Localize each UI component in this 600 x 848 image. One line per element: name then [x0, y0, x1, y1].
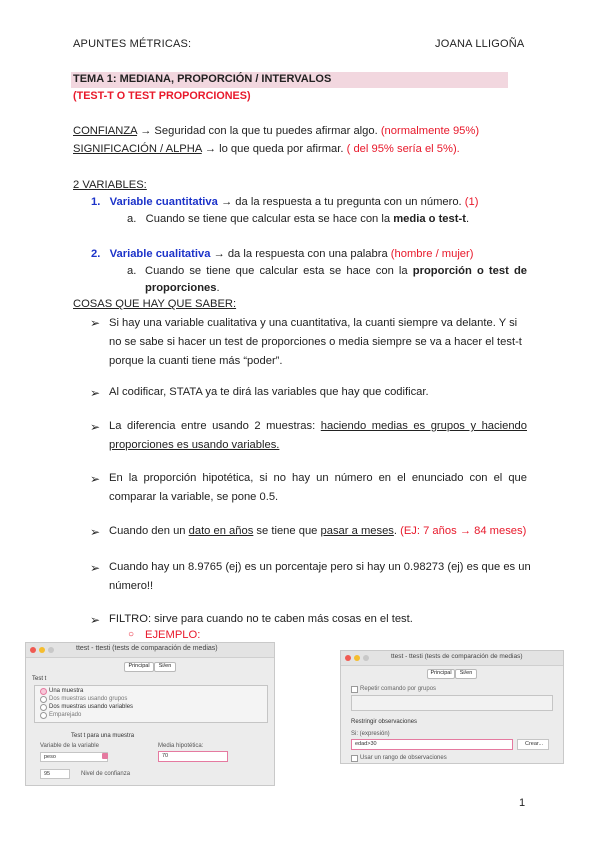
bullet-arrow-2: ➢: [90, 386, 101, 400]
ejemplo-bullet: ○: [128, 629, 135, 640]
var2-line: [91, 248, 473, 260]
check-range-label: Usar un rango de observaciones: [360, 755, 447, 761]
var2-sub-text: Cuando se tiene que calcular esta se hace con la: [145, 265, 413, 277]
expr-input[interactable]: [351, 739, 513, 750]
option-dos-variables: Dos muestras usando variables: [49, 704, 134, 710]
var2-text: → da la respuesta con una palabra: [210, 248, 391, 260]
window-title: ttest - ttesti (tests de comparación de medias): [76, 645, 218, 652]
bullet-3: [109, 417, 527, 455]
bullet-4-line-1: En la proporción hipotética, si no hay un número en el enunciado con el que: [109, 472, 527, 484]
ejemplo-label: EJEMPLO:: [145, 629, 201, 641]
header-right: JOANA LLIGOÑA: [435, 38, 525, 50]
confidence-value: 95: [44, 771, 51, 777]
option-dos-grupos: Dos muestras usando grupos: [49, 696, 128, 702]
bullet-arrow-5: ➢: [90, 525, 101, 539]
screenshot-ttest-main: [25, 642, 275, 786]
bullet-1-line-1: Si hay una variable cualitativa y una cuantitativa, la cuanti siempre va delante. Y si: [109, 317, 518, 329]
var1-note: (1): [464, 196, 479, 208]
expr-value: edad>30: [355, 741, 377, 747]
bullet-5-mid: se tiene que: [253, 525, 321, 537]
confidence-label: Nivel de confianza: [81, 771, 131, 777]
significacion-note: ( del 95% sería el 5%).: [346, 143, 460, 155]
radio-una-muestra[interactable]: [40, 688, 47, 695]
bullet-5-end: .: [393, 525, 401, 537]
variable-select[interactable]: [40, 752, 108, 762]
var1-number: 1.: [91, 196, 101, 208]
bullet-3-pre: La diferencia entre usando 2 muestras:: [109, 420, 321, 432]
tab-principal-2[interactable]: Principal: [427, 669, 455, 679]
hyp-mean-input[interactable]: [158, 751, 228, 762]
bullet-5-pre: Cuando den un: [109, 525, 189, 537]
hyp-mean-label: Media hipotética:: [158, 743, 204, 749]
var2-sub-bold1: proporción o test de: [412, 265, 528, 277]
bullet-6: [109, 558, 529, 596]
var1-sub-line: [127, 213, 469, 225]
bullet-3-u2: proporciones es usando variables.: [109, 439, 280, 451]
radio-emparejado[interactable]: [40, 712, 47, 719]
page-subtitle: (TEST-T O TEST PROPORCIONES): [73, 90, 251, 102]
var1-sub-end: .: [465, 213, 470, 225]
confidence-input[interactable]: [40, 769, 70, 779]
tab-principal[interactable]: Principal: [124, 662, 154, 672]
zoom-dot-icon[interactable]: [363, 655, 369, 661]
bullet-1-line-2: no se sabe si hacer un test de proporciones o media siempre se va a hacer el test-t: [109, 336, 522, 348]
confianza-note: (normalmente 95%): [380, 125, 480, 137]
significacion-text: → lo que queda por afirmar.: [201, 143, 347, 155]
hyp-mean-value: 70: [162, 753, 169, 759]
minimize-dot-icon[interactable]: [354, 655, 360, 661]
bullet-7: FILTRO: sirve para cuando no te caben más cosas en el test.: [109, 613, 413, 625]
dropdown-icon[interactable]: [102, 753, 108, 759]
significacion-term: SIGNIFICACIÓN / ALPHA: [73, 143, 202, 155]
cosas-heading: COSAS QUE HAY QUE SABER:: [73, 298, 237, 310]
option-emparejado: Emparejado: [49, 712, 82, 718]
bullet-3-u1: haciendo medias es grupos y haciendo: [320, 420, 527, 432]
window-titlebar-2: [341, 651, 563, 666]
screenshot-ttest-if: [340, 650, 564, 764]
bullet-1-line-3: porque la cuanti tiene más “poder”.: [109, 355, 283, 367]
zoom-dot-icon[interactable]: [48, 647, 54, 653]
header-left: APUNTES MÉTRICAS:: [73, 38, 192, 50]
bullet-5-u2: pasar a meses: [320, 525, 394, 537]
tab-si-en[interactable]: Si/en: [154, 662, 176, 672]
filter-label: Restringir observaciones: [351, 719, 418, 725]
var1-sub-bold: media o test-t: [393, 213, 466, 225]
bullet-arrow-7: ➢: [90, 613, 101, 627]
var2-sub-letter: a.: [127, 265, 137, 277]
radio-dos-variables[interactable]: [40, 704, 47, 711]
significacion-line: [73, 143, 460, 155]
tab-si-en-2[interactable]: Si/en: [455, 669, 477, 679]
create-button-label: Crear...: [525, 741, 544, 747]
bullet-arrow-4: ➢: [90, 472, 101, 486]
bullet-1: [109, 314, 529, 371]
var2-note: (hombre / mujer): [390, 248, 474, 260]
section-title: Test t para una muestra: [71, 733, 135, 739]
variable-value: peso: [44, 754, 56, 760]
check-by-groups-label: Repetir comando por grupos: [360, 686, 437, 692]
expr-label: Si: (expresión): [351, 731, 390, 737]
bullet-2: Al codificar, STATA ya te dirá las variables que hay que codificar.: [109, 386, 429, 398]
close-dot-icon[interactable]: [345, 655, 351, 661]
window-title-2: ttest - ttesti (tests de comparación de medias): [391, 653, 523, 660]
checkbox-by-groups[interactable]: [351, 686, 358, 693]
create-button[interactable]: [517, 739, 549, 750]
var1-sub-letter: a.: [127, 213, 137, 225]
radio-dos-grupos[interactable]: [40, 696, 47, 703]
close-dot-icon[interactable]: [30, 647, 36, 653]
var2-sub-end: .: [216, 282, 220, 294]
page-number: 1: [519, 797, 526, 809]
bullet-arrow-3: ➢: [90, 420, 101, 434]
test-group-label: Test t: [32, 676, 47, 682]
var2-term: Variable cualitativa: [109, 248, 211, 260]
var1-text: → da la respuesta a tu pregunta con un número.: [217, 196, 465, 208]
groups-field: [351, 695, 553, 711]
bullet-4: [109, 469, 527, 507]
var1-line: [91, 196, 478, 208]
var2-number: 2.: [91, 248, 101, 260]
bullet-5-u1: dato en años: [188, 525, 254, 537]
var2-sub-bold2: proporciones: [145, 282, 217, 294]
variables-heading: 2 VARIABLES:: [73, 179, 147, 191]
bullet-5: [109, 525, 526, 537]
page-title: TEMA 1: MEDIANA, PROPORCIÓN / INTERVALOS: [73, 73, 332, 85]
confianza-text: → Seguridad con la que tu puedes afirmar algo.: [137, 125, 381, 137]
window-titlebar: [26, 643, 274, 658]
confianza-line: [73, 125, 479, 137]
bullet-6-line-1: Cuando hay un 8.9765 (ej) es un porcentaje pero si hay un 0.98273 (ej) es que es un: [109, 561, 531, 573]
variable-label: Variable de la variable: [40, 743, 99, 749]
checkbox-range[interactable]: [351, 755, 358, 762]
minimize-dot-icon[interactable]: [39, 647, 45, 653]
bullet-arrow-6: ➢: [90, 561, 101, 575]
bullet-4-line-2: comparar la variable, se pone 0.5.: [109, 491, 279, 503]
bullet-6-line-2: número!!: [109, 580, 154, 592]
bullet-5-note: (EJ: 7 años → 84 meses): [400, 525, 527, 537]
var1-term: Variable cuantitativa: [109, 196, 218, 208]
confianza-term: CONFIANZA: [73, 125, 138, 137]
bullet-arrow-1: ➢: [90, 316, 101, 330]
option-una-muestra: Una muestra: [49, 688, 84, 694]
var1-sub-text: Cuando se tiene que calcular esta se hace con la: [145, 213, 394, 225]
